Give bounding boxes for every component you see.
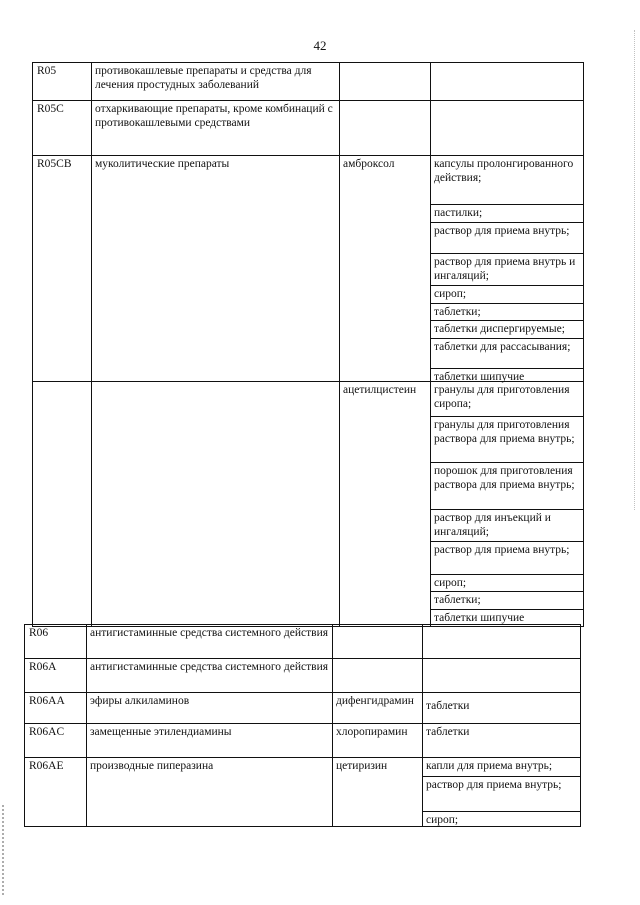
dosage-form: раствор для приема внутрь;	[430, 222, 583, 253]
dosage-form: таблетки	[426, 700, 470, 712]
table-row	[25, 757, 580, 828]
drug-name: амброксол	[343, 158, 395, 170]
table-row	[33, 100, 583, 155]
page-number: 42	[313, 38, 327, 53]
dosage-form: пастилки;	[430, 204, 583, 222]
drug-name: ацетилцистеин	[343, 384, 417, 396]
atc-code: R06AC	[29, 726, 65, 738]
dosage-form: таблетки;	[430, 303, 583, 320]
table-row	[25, 692, 580, 723]
table-row	[33, 381, 583, 628]
group-name: замещенные этилендиамины	[90, 726, 232, 738]
dosage-form: сироп;	[430, 285, 583, 303]
group-name: эфиры алкиламинов	[90, 695, 190, 707]
dosage-form: порошок для приготовления раствора для приема внутрь;	[430, 462, 583, 509]
atc-code: R05C	[37, 103, 64, 115]
scan-edge-mark	[634, 30, 638, 510]
scan-edge-mark	[2, 805, 6, 895]
dosage-form: таблетки для рассасывания;	[430, 338, 583, 368]
group-name: противокашлевые препараты и средства для лечения простудных заболеваний	[95, 65, 312, 91]
atc-code: R05CB	[37, 158, 72, 170]
atc-code: R05	[37, 65, 57, 77]
drug-name: хлоропирамин	[336, 726, 408, 738]
table-row	[33, 63, 583, 100]
dosage-form: таблетки	[426, 726, 470, 738]
table-row	[25, 658, 580, 692]
dosage-form: таблетки;	[430, 591, 583, 609]
atc-code: R06A	[29, 661, 57, 673]
dosage-form: капсулы пролонгированного действия;	[434, 158, 574, 184]
dosage-form: сироп;	[422, 811, 580, 829]
group-name: муколитические препараты	[95, 158, 230, 170]
drug-table-upper	[32, 62, 584, 627]
dosage-form: капли для приема внутрь;	[426, 760, 553, 772]
table-row	[25, 723, 580, 757]
group-name: антигистаминные средства системного действия	[90, 661, 329, 673]
table-row	[33, 155, 583, 381]
dosage-form: раствор для приема внутрь;	[430, 541, 583, 574]
dosage-form: таблетки шипучие	[430, 609, 583, 629]
drug-table-lower	[24, 624, 581, 827]
dosage-form: таблетки диспергируемые;	[430, 320, 583, 338]
table-row	[25, 625, 580, 658]
dosage-form: раствор для приема внутрь;	[422, 776, 580, 811]
atc-code: R06AE	[29, 760, 64, 772]
dosage-form: таблетки шипучие	[430, 368, 583, 382]
group-name: антигистаминные средства системного действия	[90, 627, 329, 639]
group-name: производные пиперазина	[90, 760, 214, 772]
atc-code: R06AA	[29, 695, 65, 707]
dosage-form: сироп;	[430, 574, 583, 591]
atc-code: R06	[29, 627, 49, 639]
dosage-form: гранулы для приготовления сиропа;	[434, 384, 570, 410]
dosage-form: раствор для инъекций и ингаляций;	[430, 509, 583, 541]
drug-name: цетиризин	[336, 760, 388, 772]
dosage-form: раствор для приема внутрь и ингаляций;	[430, 253, 583, 285]
drug-name: дифенгидрамин	[336, 695, 414, 707]
dosage-form: гранулы для приготовления раствора для приема внутрь;	[430, 416, 583, 462]
group-name: отхаркивающие препараты, кроме комбинаций с противокашлевыми средствами	[95, 103, 333, 129]
